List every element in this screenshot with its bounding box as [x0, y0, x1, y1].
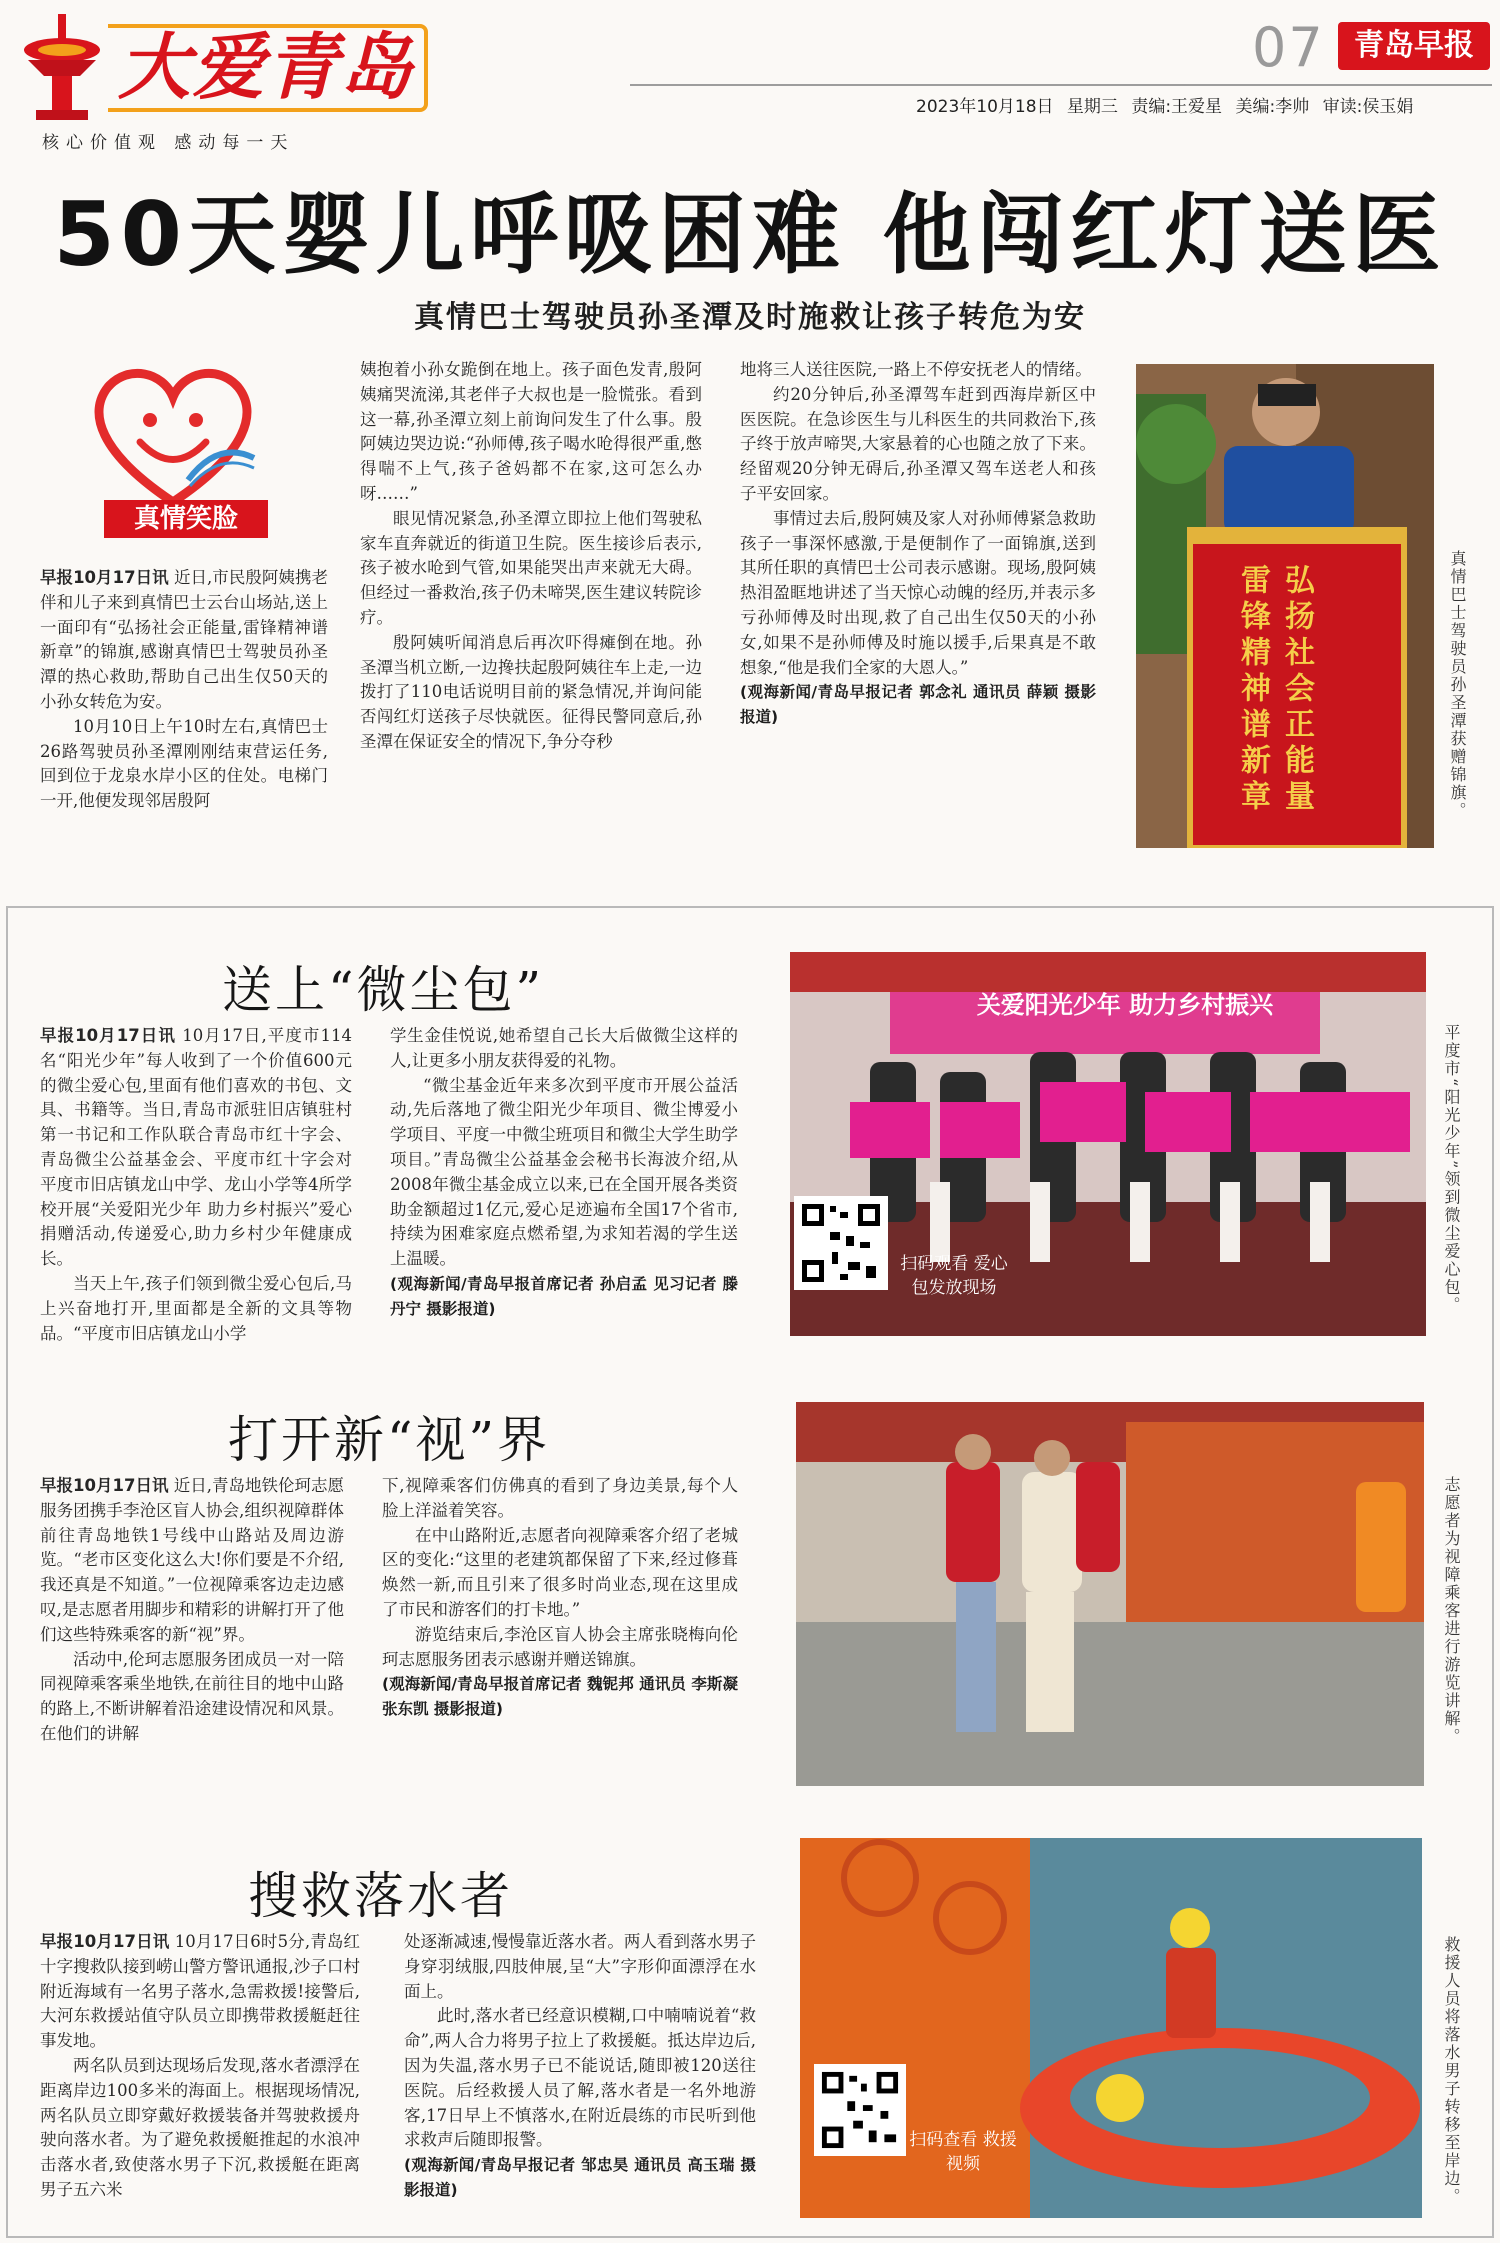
paragraph: 地将三人送往医院,一路上不停安抚老人的情绪。: [740, 360, 1092, 379]
paragraph: 游览结束后,李沧区盲人协会主席张晓梅向伦珂志愿服务团表示感谢并赠送锦旗。: [382, 1624, 738, 1669]
dateline: 早报10月17日讯: [40, 1026, 176, 1045]
page-subheadline: 真情巴士驾驶员孙圣潭及时施救让孩子转危为安: [414, 300, 1086, 335]
column-slogan: 核心价值观 感动每一天: [42, 133, 295, 153]
byline: (观海新闻/青岛早报记者 郭念礼 通讯员 薛颖 摄影报道): [740, 683, 1096, 727]
paragraph: 近日,市民殷阿姨携老伴和儿子来到真情巴士云台山场站,送上一面印有“弘扬社会正能量,雷锋精神谱新章”的锦旗,感谢真情巴士驾驶员孙圣潭的热心救助,帮助自己出生仅50天的小孙女转危为安。: [40, 568, 328, 711]
paragraph: 近日,青岛地铁伦珂志愿服务团携手李沧区盲人协会,组织视障群体前往青岛地铁1号线中山路站及周边游览。“老市区变化这么大!你们要是不介绍,我还真是不知道。”一位视障乘客边走边感叹,是志愿者用脚步和精彩的讲解打开了他们这些特殊乘客的新“视”界。: [40, 1476, 344, 1644]
column-badge: 真情笑脸: [104, 500, 268, 538]
story3-title: 打开新“视”界: [228, 1411, 551, 1469]
paragraph: 在中山路附近,志愿者向视障乘客介绍了老城区的变化:“这里的老建筑都保留了下来,经过修葺焕然一新,而且引来了很多时尚业态,现在这里成了市民和游客们的打卡地。”: [382, 1525, 738, 1619]
story4-title: 搜救落水者: [248, 1867, 513, 1925]
photo-illustration: [800, 1838, 1422, 2218]
issue-meta: 2023年10月18日 星期三 责编:王爱星 美编:李帅 审读:侯玉娟: [916, 97, 1414, 117]
photo-illustration: [796, 1402, 1424, 1786]
paragraph: 殷阿姨听闻消息后再次吓得瘫倒在地。孙圣潭当机立断,一边搀扶起殷阿姨往车上走,一边拨打了110电话说明目前的紧急情况,并询问能否闯红灯送孩子尽快就医。征得民警同意后,孙圣潭在保证安全的情况下,争分夺秒: [360, 632, 702, 751]
story1-column-1: [40, 566, 328, 814]
story4-column-2: [404, 1930, 756, 2203]
byline: (观海新闻/青岛早报首席记者 魏铌邦 通讯员 李斯凝 张东凯 摄影报道): [382, 1675, 738, 1719]
masthead-divider: [630, 84, 1492, 86]
paragraph: 约20分钟后,孙圣潭驾车赶到西海岸新区中医医院。在急诊医生与儿科医生的共同救治下,孩子终于放声啼哭,大家悬着的心也随之放了下来。经留观20分钟无碍后,孙圣潭又驾车送老人和孩子平安回家。: [740, 384, 1096, 503]
paragraph: 下,视障乘客们仿佛真的看到了身边美景,每个人脸上洋溢着笑容。: [382, 1476, 738, 1520]
byline: (观海新闻/青岛早报记者 邹忠昊 通讯员 高玉瑞 摄影报道): [404, 2156, 756, 2200]
paragraph: 姨抱着小孙女跪倒在地上。孩子面色发青,殷阿姨痛哭流涕,其老伴子大叔也是一脸慌张。看到这一幕,孙圣潭立刻上前询问发生了什么事。殷阿姨边哭边说:“孙师傅,孩子喝水呛得很严重,憋得喘不上气,孩子爸妈都不在家,这可怎么办呀……”: [360, 360, 702, 503]
qr-label: 扫码查看 救援视频: [909, 2130, 1017, 2174]
banner-text-line1: 弘扬社会正能量: [1279, 564, 1314, 816]
page-headline: 50天婴儿呼吸困难 他闯红灯送医: [53, 183, 1447, 286]
qr-code-icon[interactable]: [794, 1196, 888, 1290]
qr-code-icon[interactable]: [814, 2064, 906, 2156]
paragraph: 10月10日上午10时左右,真情巴士26路驾驶员孙圣潭刚刚结束营运任务,回到位于龙泉水岸小区的住处。电梯门一开,他便发现邻居殷阿: [40, 716, 328, 811]
photo-volunteers-guiding-passengers: [796, 1402, 1424, 1786]
photo-rescue-team-on-boat: [800, 1838, 1422, 2218]
story3-column-2: [382, 1474, 738, 1722]
paragraph: 学生金佳悦说,她希望自己长大后做微尘这样的人,让更多小朋友获得爱的礼物。: [390, 1026, 738, 1070]
story2-column-1: [40, 1024, 352, 1346]
byline: (观海新闻/青岛早报首席记者 孙启孟 见习记者 滕丹宁 摄影报道): [390, 1274, 738, 1318]
paragraph: 活动中,伦珂志愿服务团成员一对一陪同视障乘客乘坐地铁,在前往目的地中山路的路上,不断讲解着沿途建设情况和风景。在他们的讲解: [40, 1649, 344, 1743]
paragraph: 10月17日6时5分,青岛红十字搜救队接到崂山警方警讯通报,沙子口村附近海域有一名男子落水,急需救援!接警后,大河东救援站值守队员立即携带救援艇赶往事发地。: [40, 1932, 360, 2051]
photo-banner-text: 关爱阳光少年 助力乡村振兴: [976, 991, 1274, 1019]
banner-text-line2: 雷锋精神谱新章: [1235, 564, 1270, 816]
photo-caption: 救援人员将落水男子转移至岸边。: [1442, 1936, 1461, 2206]
story2-column-2: [390, 1024, 738, 1322]
paper-name-logo: 青岛早报: [1338, 22, 1490, 70]
paragraph: “微尘基金近年来多次到平度市开展公益活动,先后落地了微尘阳光少年项目、微尘博爱小学项目、平度一中微尘班项目和微尘大学生助学项目。”青岛微尘公益基金会秘书长海波介绍,从2008年微尘基金成立以来,已在全国开展各类资助金额超过1亿元,爱心足迹遍布全国17个省市,持续为困难家庭点燃希望,为求知若渴的学生送上温暖。: [390, 1075, 738, 1269]
story2-title: 送上“微尘包”: [222, 961, 545, 1019]
photo-driver-with-banner: [1136, 364, 1434, 848]
column-name: 大爱青岛: [118, 25, 415, 109]
photo-caption: 志愿者为视障乘客进行游览讲解。: [1442, 1476, 1461, 1746]
page-number: 07: [1252, 16, 1325, 79]
qingdao-tower-logo-icon: [6, 14, 118, 126]
paragraph: 当天上午,孩子们领到微尘爱心包后,马上兴奋地打开,里面都是全新的文具等物品。“平度市旧店镇龙山小学: [40, 1273, 352, 1343]
photo-students-with-gift-packs: [790, 952, 1426, 1336]
paragraph: 两名队员到达现场后发现,落水者漂浮在距离岸边100多米的海面上。根据现场情况,两名队员立即穿戴好救援装备并驾驶救援舟驶向落水者。为了避免救援艇推起的水浪冲击落水者,致使落水男子下沉,救援艇在距离男子五六米: [40, 2055, 360, 2199]
qr-label: 扫码观看 爱心包发放现场: [900, 1254, 1008, 1298]
story1-column-2: [360, 358, 702, 755]
photo-caption: 真情巴士驾驶员孙圣潭获赠锦旗。: [1448, 550, 1467, 820]
paragraph: 此时,落水者已经意识模糊,口中喃喃说着“救命”,两人合力将男子拉上了救援艇。抵达岸边后,因为失温,落水男子已不能说话,随即被120送往医院。后经救援人员了解,落水者是一名外地游客,17日早上不慎落水,在附近晨练的市民听到他求救声后随即报警。: [404, 2006, 756, 2150]
paragraph: 事情过去后,殷阿姨及家人对孙师傅紧急救助孩子一事深怀感激,于是便制作了一面锦旗,送到其所任职的真情巴士公司表示感谢。现场,殷阿姨热泪盈眶地讲述了当天惊心动魄的经历,并表示多亏孙师傅及时出现,救了自己出生仅50天的小孙女,如果不是孙师傅及时施以援手,后果真是不敢想象,“他是我们全家的大恩人。”: [740, 508, 1096, 677]
story3-column-1: [40, 1474, 344, 1747]
dateline: 早报10月17日讯: [40, 1932, 170, 1951]
paragraph: 处逐渐减速,慢慢靠近落水者。两人看到落水男子身穿羽绒服,四肢伸展,呈“大”字形仰面漂浮在水面上。: [404, 1932, 756, 2001]
photo-caption: 平度市“阳光少年”领到微尘爱心包。: [1442, 1024, 1461, 1315]
smiling-heart-icon: [78, 362, 268, 512]
paragraph: 10月17日,平度市114名“阳光少年”每人收到了一个价值600元的微尘爱心包,里面有他们喜欢的书包、文具、书籍等。当日,青岛市派驻旧店镇驻村第一书记和工作队联合青岛市红十字会、青岛微尘公益基金会、平度市红十字会对平度市旧店镇龙山中学、龙山小学等4所学校开展“关爱阳光少年 助力乡村振兴”爱心捐赠活动,传递爱心,助力乡村少年健康成长。: [40, 1026, 352, 1269]
dateline: 早报10月17日讯: [40, 568, 169, 587]
dateline: 早报10月17日讯: [40, 1476, 169, 1495]
story1-column-3: [740, 358, 1096, 730]
paragraph: 眼见情况紧急,孙圣潭立即拉上他们驾驶私家车直奔就近的街道卫生院。医生接诊后表示,孩子被水呛到气管,如果能哭出声来就无大碍。但经过一番救治,孩子仍未啼哭,医生建议转院诊疗。: [360, 508, 702, 627]
story4-column-1: [40, 1930, 360, 2203]
